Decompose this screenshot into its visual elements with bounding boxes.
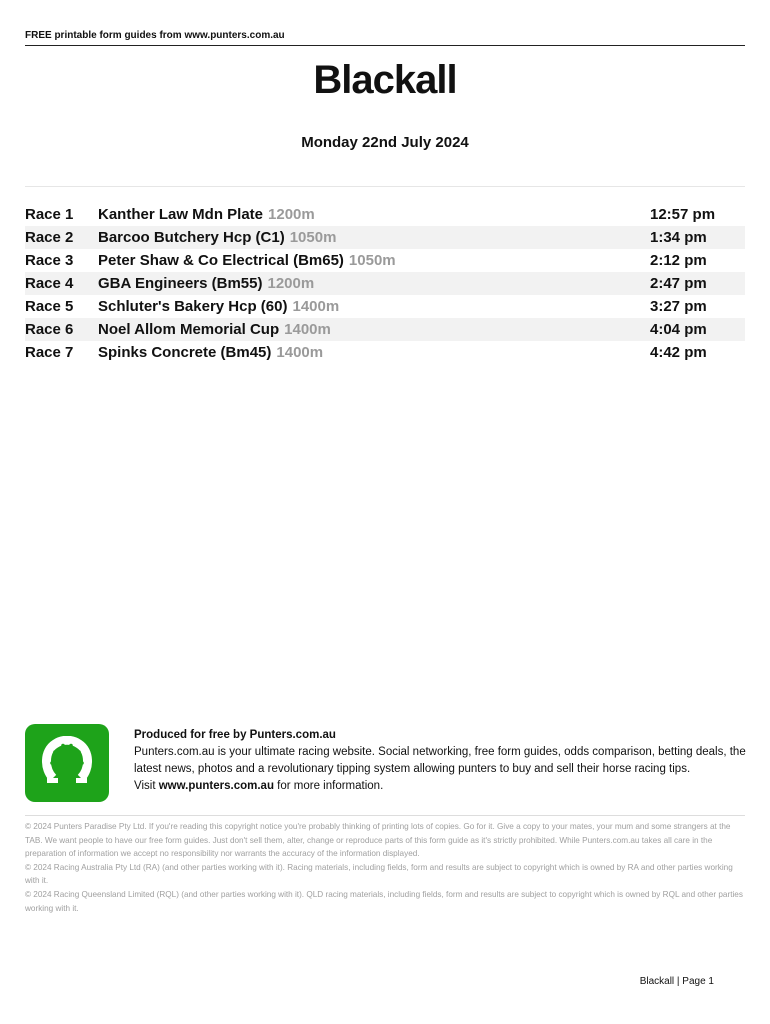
race-time: 3:27 pm (650, 298, 707, 315)
race-distance: 1200m (267, 275, 315, 292)
race-time: 1:34 pm (650, 229, 707, 246)
promo-body: Punters.com.au is your ultimate racing website. Social networking, free form guides, odds comparison, betting deals, the latest news, photos and a revolutionary tipping system allowing punters to buy and sell their horse racing tips. (134, 746, 746, 775)
promo-visit-prefix: Visit (134, 780, 156, 792)
race-name-cell (98, 298, 650, 315)
race-name: Barcoo Butchery Hcp (C1) (98, 229, 285, 246)
promo-text (134, 727, 746, 795)
race-time: 12:57 pm (650, 206, 716, 223)
race-distance: 1400m (284, 321, 331, 338)
divider (25, 186, 745, 187)
legal-notice (25, 820, 745, 915)
venue-title: Blackall (313, 58, 457, 102)
race-list (25, 203, 745, 364)
race-number: Race 4 (25, 275, 74, 292)
race-name-cell (98, 206, 650, 223)
race-row[interactable] (25, 226, 745, 249)
punters-website-link[interactable]: www.punters.com.au (158, 780, 274, 792)
race-name: GBA Engineers (Bm55) (98, 275, 263, 292)
race-name: Spinks Concrete (Bm45) (98, 344, 272, 361)
race-row[interactable] (25, 318, 745, 341)
copyright-punters: © 2024 Punters Paradise Pty Ltd. If you're reading this copyright notice you're probably thinking of printing lots of copies. Go for it. Give a copy to your mates, your mum and some strangers at the TAB. We want people to have our free form guides. Just don't sell them, alter, change or reproduce parts of this form guide as it's strictly prohibited. While Punters.com.au takes all care in the preparation of information we accept no responsibility nor warrants the accuracy of the information displayed. (25, 822, 731, 859)
race-name: Schluter's Bakery Hcp (60) (98, 298, 288, 315)
race-name-cell (98, 252, 650, 269)
page-footer: Blackall | Page 1 (639, 976, 714, 987)
race-distance: 1050m (289, 229, 337, 246)
meeting-date: Monday 22nd July 2024 (301, 134, 469, 151)
race-number: Race 1 (25, 206, 74, 223)
race-name-cell (98, 321, 650, 338)
horseshoe-icon (40, 736, 94, 790)
race-row[interactable] (25, 249, 745, 272)
race-distance: 1400m (292, 298, 340, 315)
race-name-cell (98, 229, 650, 246)
copyright-racing-queensland: © 2024 Racing Queensland Limited (RQL) (and other parties working with it). QLD racing materials, including fields, form and results are subject to copyright which is owned by RQL and other parties working with it. (25, 889, 743, 913)
race-number: Race 6 (25, 321, 74, 338)
race-distance: 1050m (348, 252, 396, 269)
race-name-cell (98, 275, 650, 292)
promo-heading: Produced for free by Punters.com.au (134, 729, 336, 741)
race-time: 2:47 pm (650, 275, 707, 292)
punters-logo[interactable] (25, 724, 109, 802)
race-row[interactable] (25, 272, 745, 295)
race-name: Peter Shaw & Co Electrical (Bm65) (98, 252, 344, 269)
race-distance: 1400m (276, 344, 324, 361)
race-name: Noel Allom Memorial Cup (98, 321, 280, 338)
race-number: Race 2 (25, 229, 74, 246)
race-row[interactable] (25, 341, 745, 364)
copyright-racing-australia: © 2024 Racing Australia Pty Ltd (RA) (and other parties working with it). Racing materials, including fields, form and results are subject to copyright which is owned by RA and other parties working with it. (25, 862, 733, 886)
divider (25, 815, 745, 816)
race-row[interactable] (25, 203, 745, 226)
race-time: 4:42 pm (650, 344, 707, 361)
race-number: Race 3 (25, 252, 74, 269)
race-number: Race 5 (25, 298, 74, 315)
race-distance: 1200m (268, 206, 315, 223)
race-name: Kanther Law Mdn Plate (98, 206, 264, 223)
race-row[interactable] (25, 295, 745, 318)
race-time: 2:12 pm (650, 252, 707, 269)
promo-visit-suffix: for more information. (277, 780, 384, 792)
race-number: Race 7 (25, 344, 74, 361)
page-header: FREE printable form guides from www.punters.com.au (25, 30, 745, 46)
promo-visit-line (134, 778, 746, 795)
race-name-cell (98, 344, 650, 361)
race-time: 4:04 pm (650, 321, 707, 338)
